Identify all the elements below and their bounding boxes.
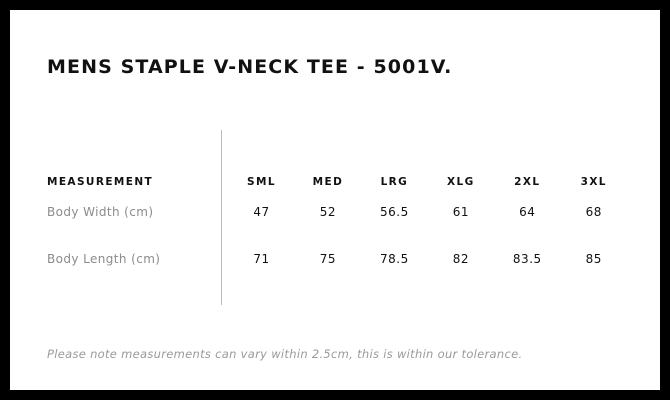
column-header-xlg: XLG: [447, 176, 475, 188]
cell-body-length-xlg: 82: [452, 251, 469, 266]
column-header-measurement: MEASUREMENT: [47, 176, 154, 188]
table-row: [47, 188, 627, 235]
table-header: [47, 130, 627, 188]
size-table-wrapper: [47, 130, 627, 282]
column-header-med: MED: [312, 176, 344, 188]
column-header-2xl: 2XL: [514, 176, 541, 188]
row-label-body-length: Body Length (cm): [47, 251, 161, 266]
cell-body-width-med: 52: [319, 204, 337, 219]
cell-body-width-sml: 47: [253, 204, 270, 219]
cell-body-length-sml: 71: [253, 251, 270, 266]
cell-body-width-xlg: 61: [452, 204, 469, 219]
cell-body-width-2xl: 64: [519, 204, 536, 219]
cell-body-length-2xl: 83.5: [512, 251, 542, 266]
table-body: [47, 188, 627, 282]
cell-body-length-3xl: 85: [585, 251, 602, 266]
cell-body-length-lrg: 78.5: [380, 251, 409, 266]
size-table: [47, 130, 627, 282]
cell-body-width-3xl: 68: [585, 204, 602, 219]
column-header-lrg: LRG: [380, 176, 409, 188]
page-title: MENS STAPLE V-NECK TEE - 5001V.: [47, 56, 453, 78]
table-row: [47, 235, 627, 282]
table-header-row: [47, 130, 627, 188]
column-header-sml: SML: [247, 176, 276, 188]
column-header-3xl: 3XL: [580, 176, 607, 188]
size-chart-page: [10, 10, 660, 390]
row-label-body-width: Body Width (cm): [47, 204, 154, 219]
cell-body-length-med: 75: [319, 251, 337, 266]
cell-body-width-lrg: 56.5: [380, 204, 409, 219]
tolerance-note: Please note measurements can vary within 2.5cm, this is within our tolerance.: [47, 347, 523, 361]
